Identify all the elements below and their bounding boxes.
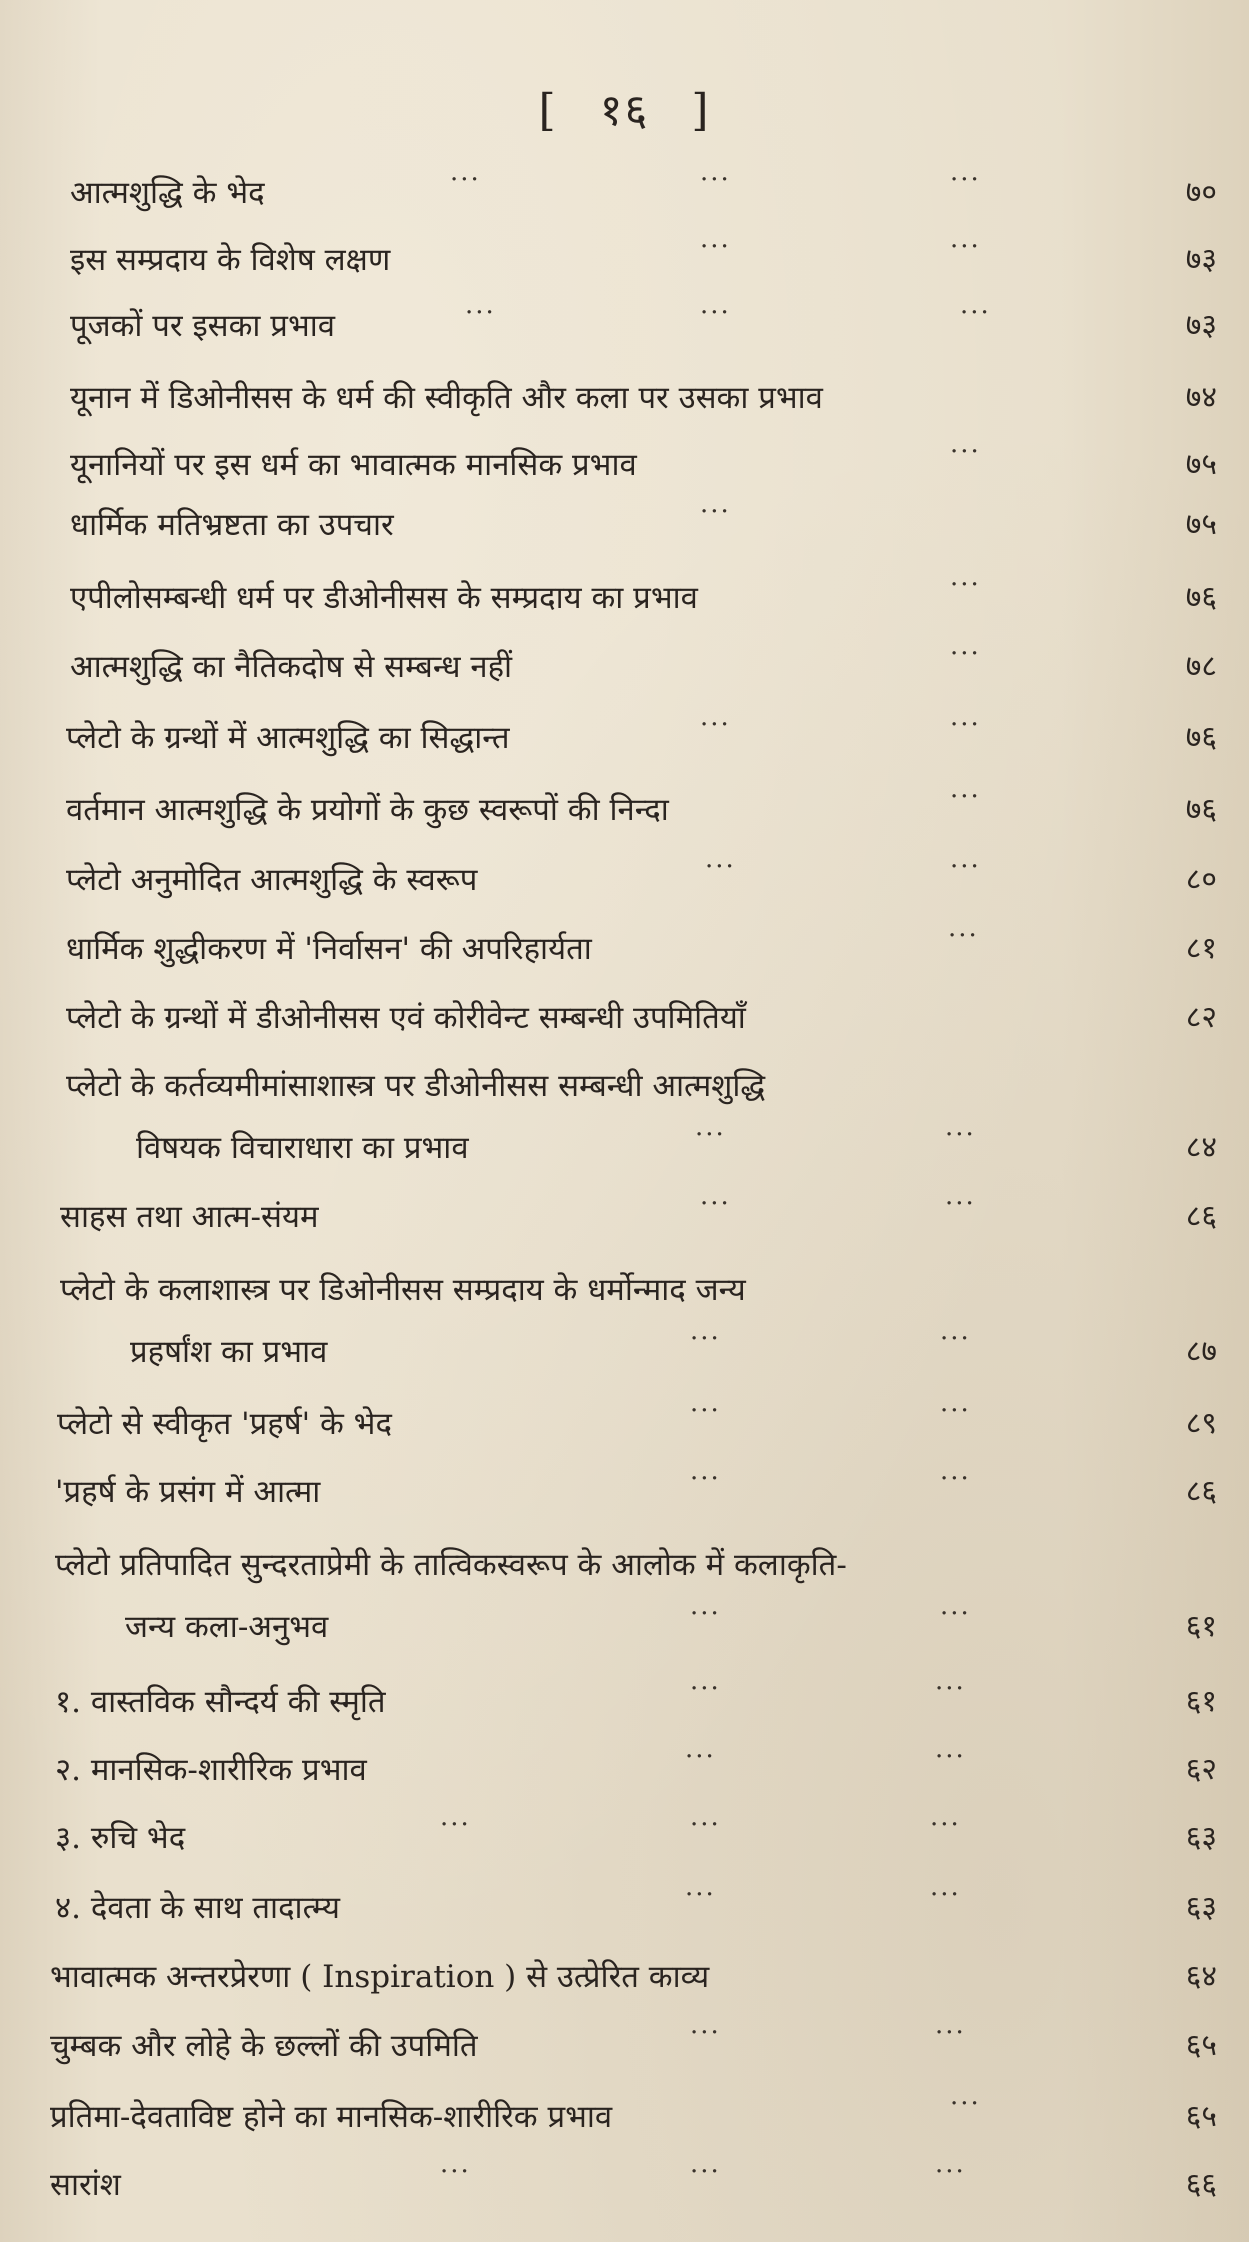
leader-dots: ··· [450, 165, 481, 195]
toc-entry-page: ७३ [1185, 308, 1217, 343]
leader-dots: ··· [690, 1810, 721, 1840]
toc-entry-page: ७६ [1185, 720, 1217, 755]
leader-dots: ··· [950, 232, 981, 262]
toc-entry-title: यूनान में डिओनीसस के धर्म की स्वीकृति और कला पर उसका प्रभाव [70, 380, 823, 416]
leader-dots: ··· [695, 1120, 726, 1150]
leader-dots: ··· [940, 1324, 971, 1354]
leader-dots: ··· [935, 2018, 966, 2048]
toc-entry-page: ७३ [1185, 242, 1217, 277]
toc-entry-title: धार्मिक शुद्धीकरण में 'निर्वासन' की अपरिहार्यता [66, 931, 592, 967]
toc-entry-title: चुम्बक और लोहे के छल्लों की उपमिति [50, 2028, 478, 2064]
leader-dots: ··· [950, 165, 981, 195]
toc-entry-title: आत्मशुद्धि का नैतिकदोष से सम्बन्ध नहीं [70, 649, 513, 685]
toc-entry-title [66, 1066, 765, 1168]
leader-dots: ··· [950, 782, 981, 812]
toc-entry-page: ६३ [1185, 1820, 1217, 1855]
toc-entry-title: प्लेटो के ग्रन्थों में डीओनीसस एवं कोरीवेन्ट सम्बन्धी उपमितियाँ [66, 1000, 746, 1036]
leader-dots: ··· [440, 1810, 471, 1840]
leader-dots: ··· [685, 1880, 716, 1910]
toc-entry-title [60, 1270, 746, 1372]
toc-entry [0, 1674, 1249, 1742]
leader-dots: ··· [700, 165, 731, 195]
toc-entry [0, 165, 1249, 233]
leader-dots: ··· [945, 1120, 976, 1150]
close-bracket: ] [691, 85, 711, 136]
leader-dots: ··· [950, 2089, 981, 2119]
toc-entry-page: ६५ [1185, 2099, 1217, 2134]
toc-entry-page: ६५ [1185, 2028, 1217, 2063]
toc-entry-page: ८९ [1185, 1406, 1217, 1441]
toc-entry-title-line2: जन्य कला-अनुभव [125, 1609, 329, 1645]
leader-dots: ··· [935, 1742, 966, 1772]
toc-entry-title-line2: प्रहर्षांश का प्रभाव [130, 1334, 328, 1370]
toc-entry [0, 1066, 1249, 1186]
leader-dots: ··· [935, 2157, 966, 2187]
toc-entry-page: ८६ [1185, 1474, 1217, 1509]
leader-dots: ··· [950, 710, 981, 740]
leader-dots: ··· [940, 1464, 971, 1494]
leader-dots: ··· [945, 1189, 976, 1219]
toc-entry-title-line1: प्लेटो के कलाशास्त्र पर डिओनीसस सम्प्रदाय के धर्मोन्माद जन्य [60, 1272, 746, 1308]
toc-entry-title: २. मानसिक-शारीरिक प्रभाव [55, 1752, 367, 1788]
toc-entry-page: ८० [1185, 862, 1217, 897]
toc-entry-page: ८४ [1185, 1130, 1217, 1165]
toc-entry-title: वर्तमान आत्मशुद्धि के प्रयोगों के कुछ स्वरूपों की निन्दा [66, 792, 669, 828]
toc-entry-title [55, 1545, 847, 1647]
toc-entry [0, 1464, 1249, 1532]
leader-dots: ··· [465, 298, 496, 328]
leader-dots: ··· [690, 1464, 721, 1494]
toc-entry [0, 1396, 1249, 1464]
toc-entry-title: यूनानियों पर इस धर्म का भावात्मक मानसिक प्रभाव [70, 447, 637, 483]
leader-dots: ··· [930, 1810, 961, 1840]
toc-entry-page: ६४ [1185, 1959, 1217, 1994]
toc-entry-title: आत्मशुद्धि के भेद [70, 175, 265, 211]
toc-entry [0, 710, 1249, 778]
toc-entry [0, 1810, 1249, 1878]
toc-entry-page: ७४ [1185, 380, 1217, 415]
toc-entry-title: एपीलोसम्बन्धी धर्म पर डीओनीसस के सम्प्रदाय का प्रभाव [70, 580, 698, 616]
leader-dots: ··· [700, 298, 731, 328]
leader-dots: ··· [950, 852, 981, 882]
toc-entry [0, 639, 1249, 707]
toc-entry [0, 2018, 1249, 2086]
toc-entry-title: धार्मिक मतिभ्रष्टता का उपचार [70, 507, 394, 543]
leader-dots: ··· [940, 1396, 971, 1426]
toc-entry [0, 437, 1249, 505]
toc-entry-title: प्रतिमा-देवताविष्ट होने का मानसिक-शारीरिक प्रभाव [50, 2099, 613, 2135]
leader-dots: ··· [700, 1189, 731, 1219]
leader-dots: ··· [690, 2018, 721, 2048]
toc-entry-title-line1: प्लेटो प्रतिपादित सुन्दरताप्रेमी के तात्विकस्वरूप के आलोक में कलाकृति- [55, 1547, 847, 1583]
leader-dots: ··· [705, 852, 736, 882]
toc-entry [0, 1270, 1249, 1390]
toc-entry-title: १. वास्तविक सौन्दर्य की स्मृति [55, 1684, 386, 1720]
toc-entry-page: ८१ [1185, 931, 1217, 966]
toc-entry [0, 921, 1249, 989]
toc-entry [0, 232, 1249, 300]
page-number: १६ [599, 85, 650, 136]
toc-entry-page: ८२ [1185, 1000, 1217, 1035]
toc-entry-page: ७० [1185, 175, 1217, 210]
toc-entry-title: प्लेटो अनुमोदित आत्मशुद्धि के स्वरूप [66, 862, 478, 898]
toc-entry [0, 2157, 1249, 2225]
toc-entry [0, 782, 1249, 850]
leader-dots: ··· [690, 2157, 721, 2187]
open-bracket: [ [538, 85, 558, 136]
leader-dots: ··· [950, 639, 981, 669]
toc-entry-page: ७८ [1185, 649, 1217, 684]
toc-entry-title: प्लेटो के ग्रन्थों में आत्मशुद्धि का सिद्धान्त [66, 720, 510, 756]
toc-entry-title-line1: प्लेटो के कर्तव्यमीमांसाशास्त्र पर डीओनीसस सम्बन्धी आत्मशुद्धि [66, 1068, 766, 1104]
toc-entry-title: साहस तथा आत्म-संयम [60, 1199, 319, 1235]
toc-entry-page: ७६ [1185, 580, 1217, 615]
toc-entry [0, 570, 1249, 638]
toc-entry [0, 1880, 1249, 1948]
toc-entry-title: ४. देवता के साथ तादात्म्य [55, 1890, 340, 1926]
toc-entry-page: ७५ [1185, 507, 1217, 542]
toc-entry-page: ६१ [1185, 1684, 1217, 1719]
toc-entry-page: ८७ [1185, 1334, 1217, 1369]
toc-entry-title: ३. रुचि भेद [55, 1820, 186, 1856]
toc-entry-title: प्लेटो से स्वीकृत 'प्रहर्ष' के भेद [57, 1406, 392, 1442]
toc-entry [0, 2089, 1249, 2157]
toc-entry-page: ६२ [1185, 1752, 1217, 1787]
toc-entry-page: ८६ [1185, 1199, 1217, 1234]
toc-entry-page: ६१ [1185, 1609, 1217, 1644]
leader-dots: ··· [690, 1674, 721, 1704]
toc-entry-page: ६६ [1185, 2167, 1217, 2202]
toc-entry [0, 852, 1249, 920]
leader-dots: ··· [690, 1396, 721, 1426]
leader-dots: ··· [930, 1880, 961, 1910]
toc-entry-title: 'प्रहर्ष के प्रसंग में आत्मा [55, 1474, 321, 1510]
toc-entry [0, 998, 1249, 1058]
toc-entry [0, 1545, 1249, 1665]
leader-dots: ··· [960, 298, 991, 328]
leader-dots: ··· [700, 232, 731, 262]
toc-entry-title-line2: विषयक विचाराधारा का प्रभाव [136, 1130, 469, 1166]
toc-entry [0, 1957, 1249, 2017]
toc-entry [0, 1742, 1249, 1810]
toc-entry-title: पूजकों पर इसका प्रभाव [70, 308, 336, 344]
toc-entry-title: इस सम्प्रदाय के विशेष लक्षण [70, 242, 391, 278]
toc-entry-page: ७५ [1185, 447, 1217, 482]
leader-dots: ··· [700, 710, 731, 740]
toc-entry-title: सारांश [50, 2167, 121, 2203]
page-header [0, 78, 1249, 138]
leader-dots: ··· [690, 1599, 721, 1629]
toc-entry [0, 497, 1249, 565]
leader-dots: ··· [690, 1324, 721, 1354]
toc-entry [0, 298, 1249, 366]
toc-entry-title: भावात्मक अन्तरप्रेरणा ( Inspiration ) से उत्प्रेरित काव्य [50, 1959, 710, 1995]
leader-dots: ··· [948, 921, 979, 951]
toc-entry-page: ६३ [1185, 1890, 1217, 1925]
toc-entry [0, 378, 1249, 438]
toc-entry-page: ७६ [1185, 792, 1217, 827]
toc-entry [0, 1189, 1249, 1257]
leader-dots: ··· [700, 497, 731, 527]
leader-dots: ··· [940, 1599, 971, 1629]
leader-dots: ··· [950, 570, 981, 600]
leader-dots: ··· [950, 437, 981, 467]
leader-dots: ··· [685, 1742, 716, 1772]
leader-dots: ··· [440, 2157, 471, 2187]
leader-dots: ··· [935, 1674, 966, 1704]
